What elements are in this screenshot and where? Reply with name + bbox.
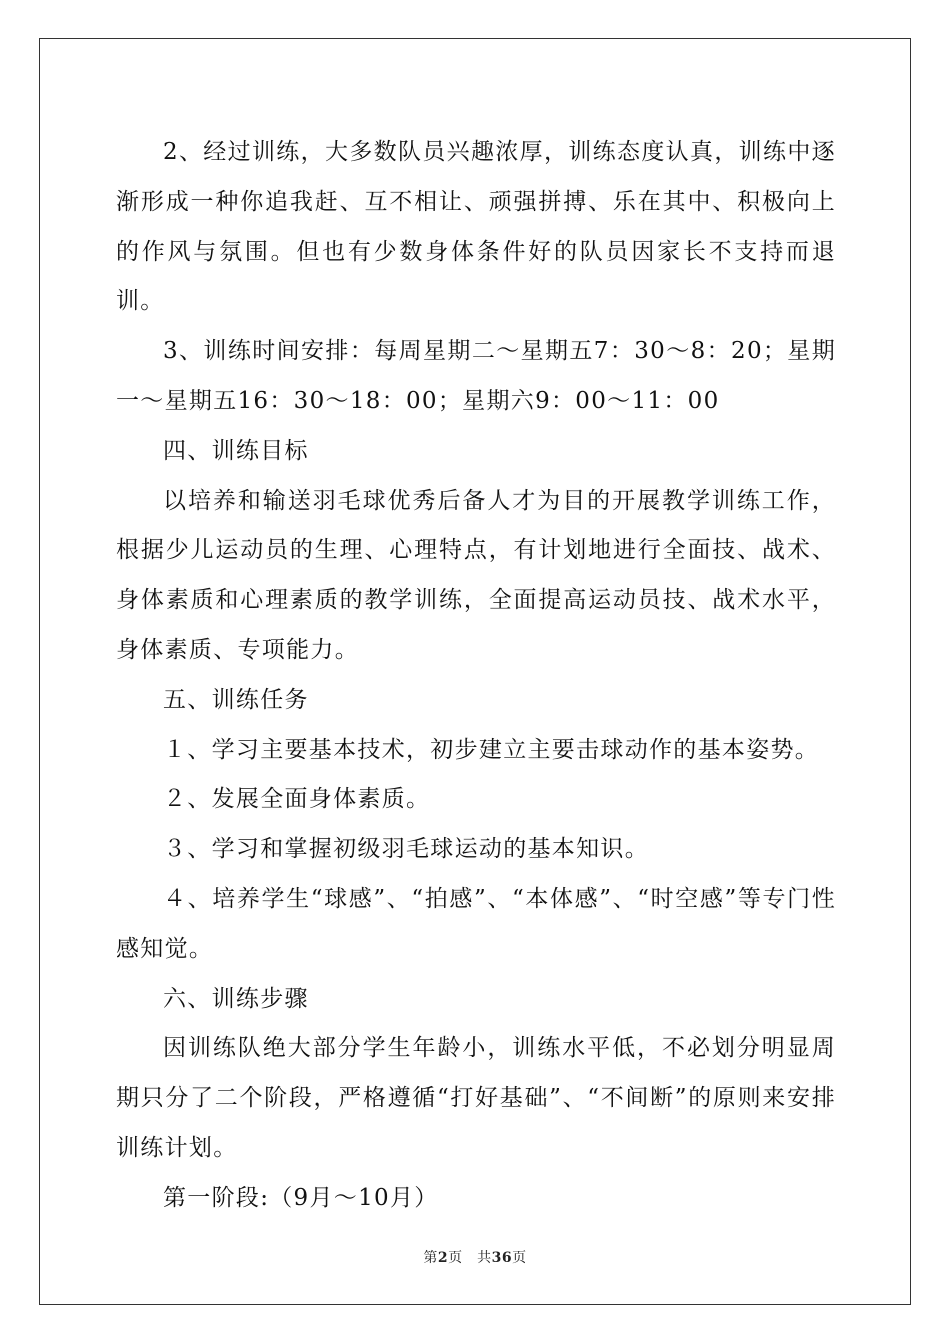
task-item-1: １、学习主要基本技术，初步建立主要击球动作的基本姿势。 [163,736,820,763]
page-number-suffix: 页 [512,1250,527,1266]
page-number-current: 2 [437,1250,449,1266]
task-item-2: ２、发展全面身体素质。 [163,786,431,813]
heading-training-goals: 四、训练目标 [163,437,309,464]
heading-training-steps: 六、训练步骤 [163,985,309,1012]
paragraph-training-steps: 因训练队绝大部分学生年龄小，训练水平低，不必划分明显周期只分了二个阶段，严格遵循“打好基础”、“不间断”的原则来安排训练计划。 [116,1035,836,1161]
page-number-total: 36 [491,1250,513,1266]
task-item-4: ４、培养学生“球感”、“拍感”、“本体感”、“时空感”等专门性感知觉。 [116,885,836,962]
paragraph-training-goals: 以培养和输送羽毛球优秀后备人才为目的开展教学训练工作，根据少儿运动员的生理、心理特点，有计划地进行全面技、战术、身体素质和心理素质的教学训练，全面提高运动员技、战术水平，身体素质、专项能力。 [116,487,836,663]
paragraph-training-schedule: 3、训练时间安排：每周星期二～星期五7：30～8：20；星期一～星期五16：30～18：00；星期六9：00～11：00 [116,338,836,414]
paragraph-training-atmosphere: 2、经过训练，大多数队员兴趣浓厚，训练态度认真，训练中逐渐形成一种你追我赶、互不相让、顽强拼搏、乐在其中、积极向上的作风与氛围。但也有少数身体条件好的队员因家长不支持而退训。 [116,139,836,315]
task-item-3: ３、学习和掌握初级羽毛球运动的基本知识。 [163,836,649,863]
page-number-prefix: 第 [423,1250,438,1266]
page-footer [0,1247,950,1267]
page-number-mid: 页 共 [448,1250,492,1266]
paragraph-phase-one: 第一阶段:（9月～10月） [163,1184,439,1211]
heading-training-tasks: 五、训练任务 [163,686,309,713]
document-body [116,128,836,1224]
